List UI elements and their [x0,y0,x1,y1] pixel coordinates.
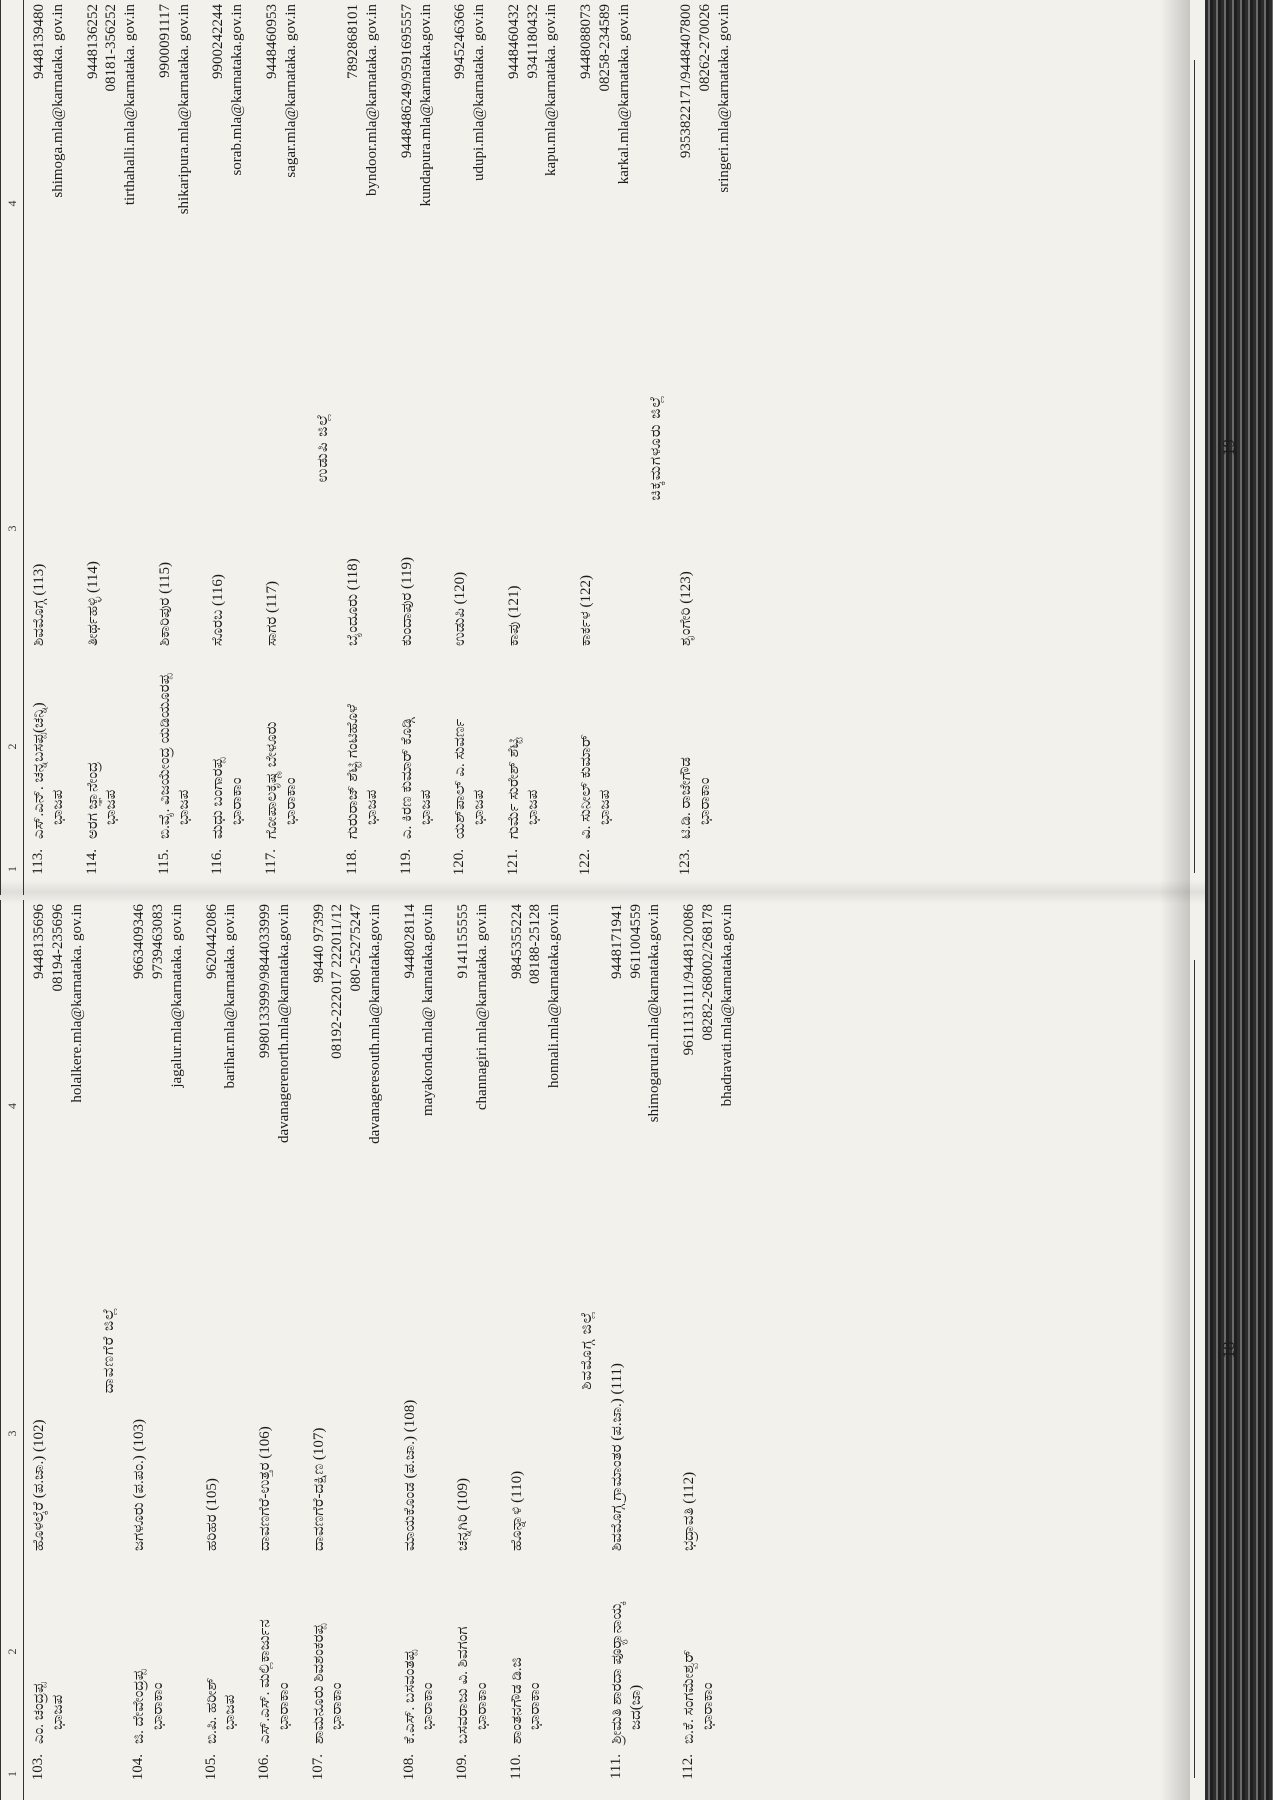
constituency: ತೀರ್ಥಹಳ್ಳಿ (114) [84,561,101,646]
district-heading: ಚಿಕ್ಕಮಗಳೂರು ಜಿಲ್ಲೆ [648,394,665,501]
serial-number: 110. [507,1754,524,1780]
contact-cell [674,900,746,1312]
constituency: ಶೃಂಗೇರಿ (123) [678,571,695,646]
member-name: ಶಾಮನೂರು ಶಿವಶಂಕರಪ್ಪ [310,1623,327,1744]
serial-number: 118. [344,849,361,875]
phone-number: 9341180432 [524,4,541,79]
page-number: 18 [1219,1341,1238,1359]
member-cell [304,1555,395,1748]
phone-number: 9448135696 [31,904,47,979]
member-cell [250,1555,304,1748]
phone-number: 9448171941 [608,904,625,979]
column-header: 2 [1,650,24,843]
column-header: 3 [1,407,24,650]
member-row [78,0,150,895]
phone-number: 9141155555 [455,904,471,979]
email-address: davanagerenorth.mla@karnataka.gov.in [275,904,292,1143]
phone-number: 9448460432 [505,4,522,79]
constituency: ಸೊರಬ (116) [210,574,227,646]
member-cell [602,1555,674,1748]
phone-number: 9900091117 [156,4,173,78]
serial-number: 103. [30,1754,46,1781]
member-name: ಗೋಪಾಲಕೃಷ್ಣ ಬೇಳೂರು [263,721,280,839]
constituency: ಕಾಪು (121) [505,585,522,646]
party-name: ಭಾರಾಕಾಂ [282,777,299,825]
party-name: ಭಾಜಪ [471,789,487,825]
serial-number: 104. [130,1754,147,1781]
bottom-rule [1194,60,1195,873]
constituency: ಕಾರ್ಕಳ (122) [578,575,594,646]
member-cell [24,650,78,843]
constituency: ಭದ್ರಾವತಿ (112) [681,1471,697,1551]
contact-cell [395,900,449,1312]
member-row [304,900,395,1800]
serial-number: 116. [209,849,226,875]
member-row [197,900,251,1800]
member-row [338,0,392,895]
phone-number: 9448136252 [84,4,101,79]
member-name: ಎಂ. ಚಂದ್ರಪ್ಪ [31,1682,47,1744]
serial-number: 106. [256,1754,272,1781]
phone-number: 9845355224 [508,904,525,979]
right-table-body [24,0,744,895]
phone-number: 08188-25128 [527,904,544,984]
constituency: ಶಿವಮೊಗ್ಗ ಗ್ರಾಮಾಂತರ (ಪ.ಜಾ.) (111) [608,1363,625,1551]
member-name: ಗುರ್ಮೆ ಸುರೇಶ್ ಶೆಟ್ಟಿ [505,737,522,839]
member-cell [338,650,392,843]
party-name: ಭಾಜಪ [364,789,380,825]
constituency: ಬೈಂದೂರು (118) [345,558,362,646]
column-header: 1 [1,843,24,895]
district-heading-row [574,900,602,1800]
phone-number: 08282-268002/268178 [699,904,716,1041]
column-number-header [1,0,24,895]
constituency: ಉಡುಪಿ (120) [452,571,469,646]
member-row [24,0,78,895]
column-header: 3 [1,1312,24,1555]
email-address: jagalur.mla@karnataka. gov.in [168,904,185,1088]
phone-number: 08262-270026 [697,4,713,92]
email-address: shikaripura.mla@karnataka. gov.in [175,4,192,215]
member-name: ಗುರುರಾಜ್ ಶೆಟ್ಟಿ ಗಂಟಿಹೊಳೆ [345,704,362,839]
district-heading: ಶಿವಮೊಗ್ಗ ಜಿಲ್ಲೆ [578,1310,595,1390]
serial-number: 108. [400,1754,417,1781]
email-address: barihar.mla@karnataka. gov.in [222,904,239,1089]
member-cell [448,1555,502,1748]
party-name: ಭಾರಾಕಾಂ [229,777,245,825]
member-cell [124,1555,196,1748]
right-page [0,0,1273,895]
member-name: ಬಿ.ವೈ. ವಿಜಯೇಂದ್ರ ಯಡಿಯೂರಪ್ಪ [156,673,173,839]
constituency: ದಾವಣಗೆರೆ-ಉತ್ತರ (106) [257,1426,273,1551]
contact-cell [78,0,150,407]
email-address: shimogarural.mla@karnataka.gov.in [646,904,663,1123]
constituency: ಸಾಗರ (117) [263,581,280,646]
serial-number: 114. [83,849,100,875]
contact-cell [392,0,446,407]
column-header: 4 [1,0,24,407]
phone-number: 9448028114 [401,904,418,979]
party-name: ಭಾಜಪ [49,1694,66,1730]
constituency: ಚನ್ನಗಿರಿ (109) [455,1478,471,1551]
member-row [150,0,204,895]
member-name: ಬಿ.ಪಿ. ಹರೀಶ್ [203,1677,220,1744]
serial-number: 120. [451,849,468,876]
contact-cell [250,900,304,1312]
party-name: ಭಾರಾಕಾಂ [150,1682,166,1730]
page-number: 19 [1219,439,1238,456]
party-name: ಭಾರಾಕಾಂ [697,777,713,825]
member-row [250,900,304,1800]
email-address: mayakonda.mla@ karnataka.gov.in [420,904,437,1116]
constituency: ಶಿಕಾರಿಪುರ (115) [156,561,173,646]
email-address: sagar.mla@karnataka. gov.in [282,4,299,178]
contact-cell [304,900,395,1312]
party-name: ಭಾರಾಕಾಂ [527,1682,544,1730]
email-address: holalkere.mla@karnataka. gov.in [68,904,85,1103]
phone-number: 080-25275247 [348,904,364,992]
party-name: ಭಾಜಪ [103,789,120,825]
phone-number: 08192-222017 222011/12 [329,904,346,1059]
member-cell [150,650,204,843]
constituency: ಹೊನ್ನಾಳಿ (110) [508,1470,525,1551]
serial-number: 111. [607,1754,624,1780]
left-page [0,900,1273,1800]
serial-number: 119. [397,849,414,875]
member-cell [674,1555,746,1748]
constituency: ಹೊಳಲ್ಕೆರೆ (ಪ.ಜಾ.) (102) [31,1419,47,1551]
constituency: ಕುಂದಾಪುರ (119) [398,557,415,646]
phone-number: 9448088073 [578,4,594,79]
serial-number: 115. [155,849,172,875]
left-mla-table [0,900,746,1800]
bottom-rule [1194,960,1195,1778]
phone-number: 98440 97399 [310,904,327,983]
phone-number: 9900242244 [210,4,227,79]
member-cell [445,650,499,843]
contact-cell [448,900,502,1312]
constituency: ಮಾಯಕೊಂಡ (ಪ.ಜಾ.) (108) [401,1399,418,1551]
district-heading: ದಾವಣಗೆರೆ ಜಿಲ್ಲೆ [101,1306,118,1394]
phone-number: 08194-235696 [49,904,66,992]
email-address: udupi.mla@karnataka. gov.in [471,4,487,181]
member-name: ಬಸವರಾಜು ವಿ. ಶಿವಗಂಗ [455,1626,471,1744]
email-address: byndoor.mla@karnataka. gov.in [364,4,380,196]
district-heading-row [96,900,124,1800]
phone-number: 9980133999/9844033999 [257,904,273,1059]
email-address: bhadravati.mla@karnataka.gov.in [718,904,735,1107]
member-name: ವಿ. ಸುನೀಲ್ ಕುಮಾರ್ [578,734,594,839]
member-name: ಅರಗ ಜ್ಞಾನೇಂದ್ರ [84,761,101,839]
member-row [392,0,446,895]
member-cell [502,1555,574,1748]
member-row [674,900,746,1800]
email-address: karkal.mla@karnataka. gov.in [615,4,632,185]
member-cell [197,1555,251,1748]
member-row [671,0,743,895]
serial-number: 122. [577,849,593,876]
member-cell [499,650,571,843]
email-address: kundapura.mla@karnataka.gov.in [417,4,434,207]
member-row [448,900,502,1800]
member-cell [571,650,643,843]
serial-number: 113. [30,849,46,875]
member-row [124,900,196,1800]
party-name: ಭಾಜಪ [417,789,434,825]
member-name: ಎಸ್.ಎಸ್. ಮಲ್ಲಿಕಾರ್ಜುನ [257,1619,273,1744]
email-address: honnali.mla@karnataka.gov.in [546,904,562,1089]
column-header: 2 [1,1555,24,1748]
email-address: channagiri.mla@karnataka. gov.in [473,904,490,1111]
member-row [445,0,499,895]
member-row [257,0,311,895]
email-address: shimoga.mla@karnataka. gov.in [49,4,66,198]
member-cell [671,650,743,843]
email-address: sorab.mla@karnataka.gov.in [229,4,245,176]
member-name: ಎ. ಕಿರಣ ಕುಮಾರ್ ಕೊಡ್ಗಿ [398,717,415,839]
left-table-body [24,900,747,1800]
phone-number: 9739463083 [150,904,166,979]
contact-cell [150,0,204,407]
contact-cell [257,0,311,407]
party-name: ಜದ(ಜಾ) [627,1684,644,1730]
serial-number: 107. [309,1754,326,1781]
serial-number: 109. [454,1754,470,1781]
serial-number: 105. [202,1754,219,1781]
party-name: ಭಾಜಪ [175,789,192,825]
serial-number: 123. [677,849,694,876]
contact-cell [602,900,674,1312]
member-cell [203,650,257,843]
phone-number: 9663409346 [131,904,148,979]
member-name: ಎಸ್.ಎನ್. ಚನ್ನಬಸಪ್ಪ(ಚನ್ನಿ) [31,702,47,839]
phone-number: 08258-234589 [596,4,613,92]
phone-number: 9945246366 [452,4,469,79]
column-number-header [1,900,24,1800]
phone-number: 9448486249/9591695557 [398,4,415,159]
phone-number: 9620442086 [203,904,220,979]
phone-number: 9611131111/9448120086 [681,904,697,1056]
party-name: ಭಾಜಪ [222,1694,239,1730]
party-name: ಭಾಜಪ [596,789,613,825]
district-heading-row [310,0,338,895]
contact-cell [502,900,574,1312]
constituency: ಜಗಳೂರು (ಪ.ಪಂ.) (103) [131,1419,148,1551]
phone-number: 9611004559 [627,904,644,979]
member-cell [392,650,446,843]
party-name: ಭಾರಾಕಾಂ [329,1682,346,1730]
column-header: 4 [1,900,24,1312]
party-name: ಭಾಜಪ [49,789,66,825]
member-row [203,0,257,895]
contact-cell [197,900,251,1312]
constituency: ದಾವಣಗೆರೆ-ದಕ್ಷಿಣ (107) [310,1427,327,1551]
contact-cell [445,0,499,407]
contact-cell [24,900,97,1312]
email-address: davanageresouth.mla@karnataka.gov.in [366,904,383,1144]
member-cell [395,1555,449,1748]
member-name: ಶ್ರೀಮತಿ ಶಾರದಾ ಪೂರ್‍ಯಾನಾಯ್ಕ [608,1602,625,1744]
serial-number: 117. [262,849,279,875]
member-row [502,900,574,1800]
party-name: ಭಾರಾಕಾಂ [473,1682,490,1730]
contact-cell [24,0,78,407]
constituency: ಶಿವಮೊಗ್ಗ (113) [31,563,47,646]
member-name: ಕೆ.ಎಸ್. ಬಸವಂತಪ್ಪ [401,1649,418,1744]
contact-cell [203,0,257,407]
phone-number: 08181-356252 [103,4,120,92]
member-name: ಬಿ.ಕೆ. ಸಂಗಮೇಶ್ವರ್ [681,1649,697,1744]
member-cell [24,1555,97,1748]
serial-number: 121. [504,849,521,876]
contact-cell [124,900,196,1312]
district-heading-row [643,0,671,895]
district-heading: ಉಡುಪಿ ಜಿಲ್ಲೆ [315,412,332,483]
right-mla-table [0,0,744,895]
phone-number: 9448139480 [31,4,47,79]
contact-cell [499,0,571,407]
member-cell [78,650,150,843]
party-name: ಭಾರಾಕಾಂ [275,1682,292,1730]
member-name: ಯಶ್‌ಪಾಲ್ ಎ. ಸುವರ್ಣ [452,718,469,839]
member-row [571,0,643,895]
member-name: ಶಾಂತನಗೌಡ ಡಿ.ಜಿ [508,1657,525,1744]
party-name: ಭಾರಾಕಾಂ [420,1682,437,1730]
party-name: ಭಾರಾಕಾಂ [699,1682,716,1730]
member-row [395,900,449,1800]
contact-cell [671,0,743,407]
contact-cell [571,0,643,407]
member-cell [257,650,311,843]
phone-number: 7892868101 [345,4,362,79]
phone-number: 9353822171/9448407800 [678,4,695,159]
member-row [499,0,571,895]
phone-number: 9448460953 [263,4,280,79]
column-header: 1 [1,1748,24,1800]
member-name: ಜಿ. ದೇವೇಂದ್ರಪ್ಪ [131,1669,148,1744]
member-row [24,900,97,1800]
member-row [602,900,674,1800]
email-address: tirthahalli.mla@karnataka. gov.in [122,4,138,206]
member-name: ಮಧು ಬಂಗಾರಪ್ಪ [210,757,227,839]
member-name: ಟಿ.ಡಿ. ರಾಜೇಗೌಡ [678,757,695,839]
email-address: sringeri.mla@karnataka. gov.in [715,4,732,193]
contact-cell [338,0,392,407]
party-name: ಭಾಜಪ [524,789,541,825]
constituency: ಹರಿಹರ (105) [203,1478,220,1551]
email-address: kapu.mla@karnataka. gov.in [543,4,560,176]
serial-number: 112. [680,1754,696,1780]
